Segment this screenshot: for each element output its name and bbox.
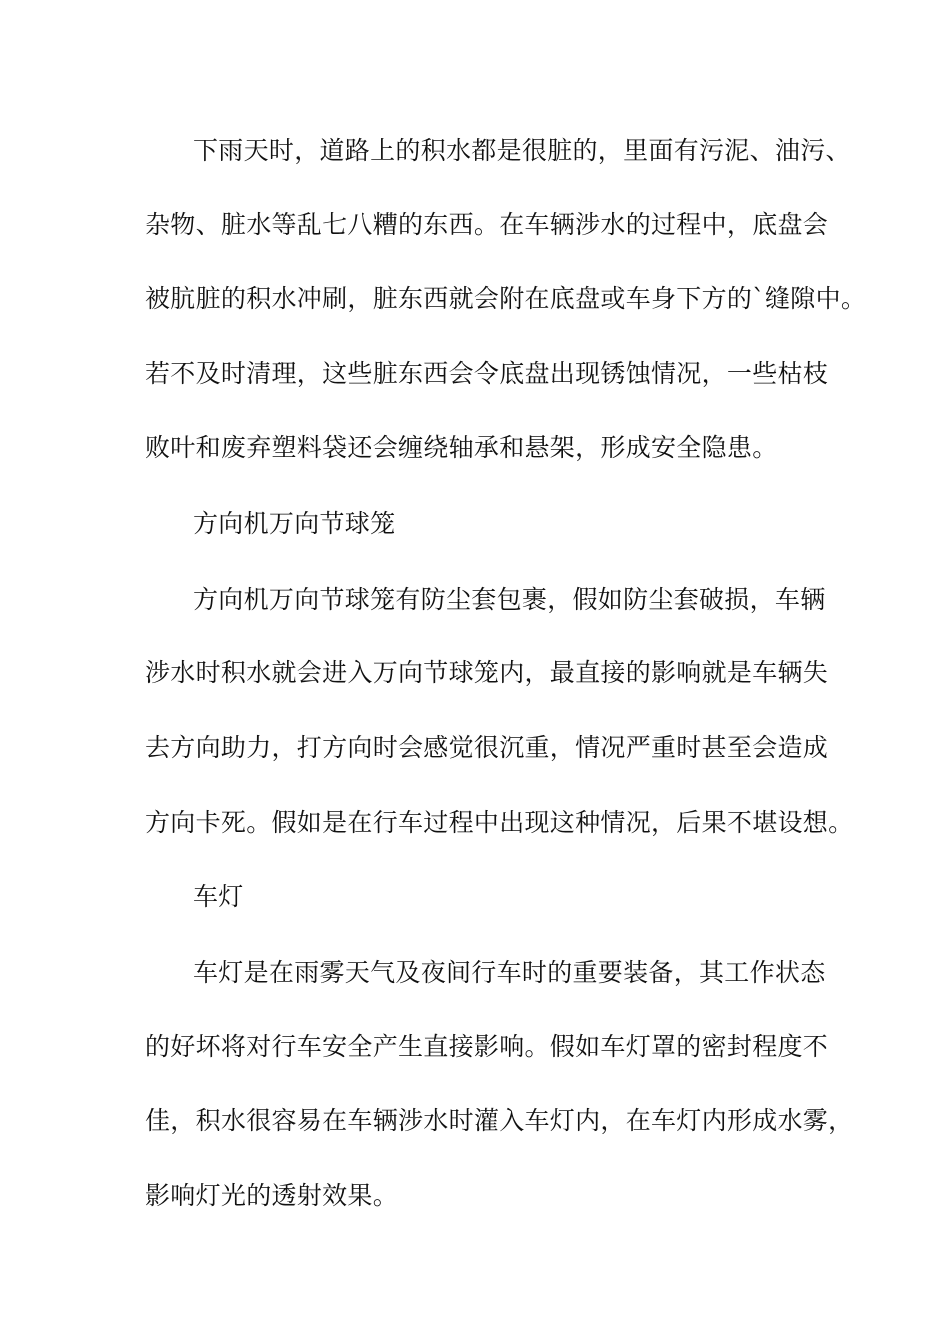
paragraph-1-line-4: 若不及时清理，这些脏东西会令底盘出现锈蚀情况，一些枯枝: [145, 359, 829, 388]
paragraph-5-line-4: 影响灯光的透射效果。: [145, 1181, 399, 1210]
paragraph-3-line-2: 涉水时积水就会进入万向节球笼内，最直接的影响就是车辆失: [145, 658, 829, 687]
paragraph-5-line-2: 的好坏将对行车安全产生直接影响。假如车灯罩的密封程度不: [145, 1032, 829, 1061]
paragraph-3-line-3: 去方向助力，打方向时会感觉很沉重，情况严重时甚至会造成: [145, 733, 829, 762]
paragraph-1-line-2: 杂物、脏水等乱七八糟的东西。在车辆涉水的过程中，底盘会: [145, 210, 829, 239]
section-heading-lights: 车灯: [193, 882, 244, 911]
section-heading-steering: 方向机万向节球笼: [193, 509, 396, 538]
paragraph-1-line-1: 下雨天时，道路上的积水都是很脏的，里面有污泥、油污、: [193, 136, 851, 165]
paragraph-3-line-4: 方向卡死。假如是在行车过程中出现这种情况，后果不堪设想。: [145, 808, 854, 837]
paragraph-5-line-3: 佳，积水很容易在车辆涉水时灌入车灯内，在车灯内形成水雾，: [145, 1106, 854, 1135]
paragraph-1-line-5: 败叶和废弃塑料袋还会缠绕轴承和悬架，形成安全隐患。: [145, 433, 778, 462]
paragraph-5-line-1: 车灯是在雨雾天气及夜间行车时的重要装备，其工作状态: [193, 958, 826, 987]
paragraph-3-line-1: 方向机万向节球笼有防尘套包裹，假如防尘套破损，车辆: [193, 585, 826, 614]
paragraph-1-line-3: 被肮脏的积水冲刷，脏东西就会附在底盘或车身下方的`缝隙中。: [145, 284, 867, 313]
